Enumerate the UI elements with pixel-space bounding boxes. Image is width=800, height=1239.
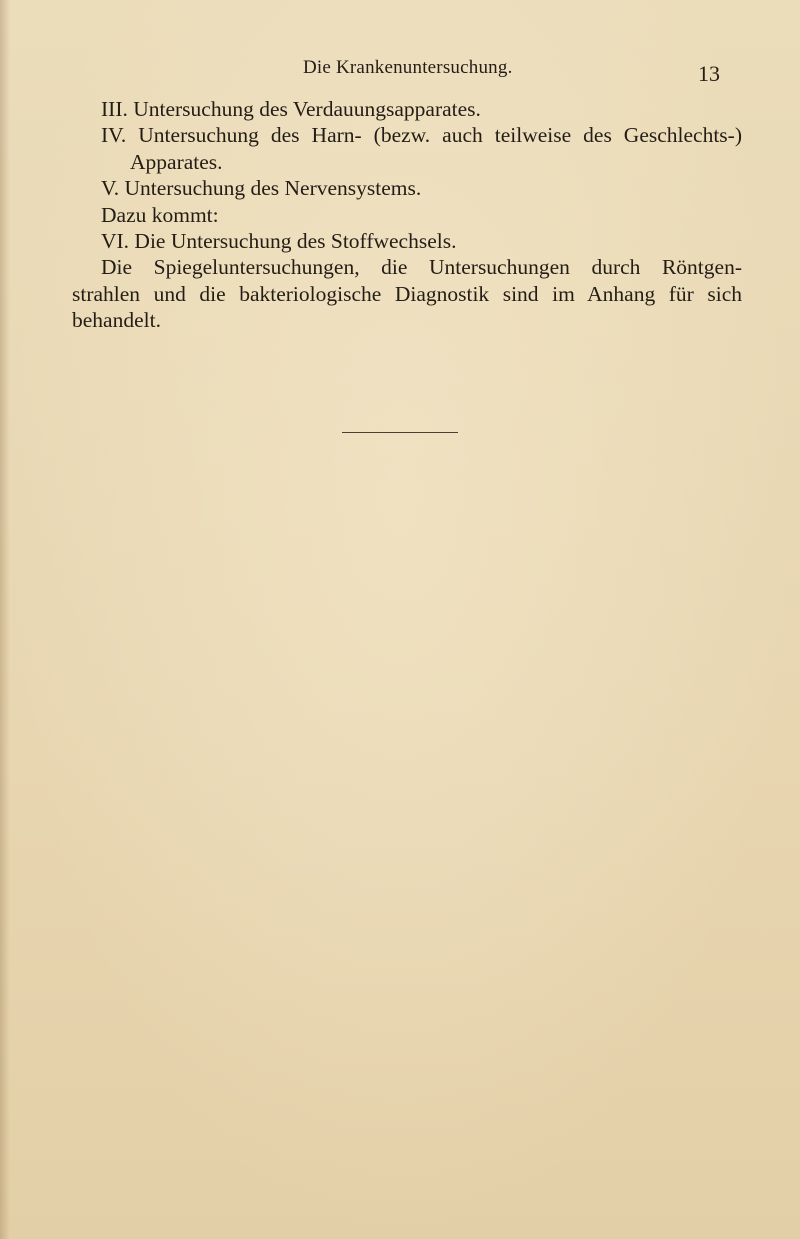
text-line: Dazu kommt: bbox=[101, 202, 219, 227]
list-item-iv: IV. Untersuchung des Harn- (bezw. auch teilweise des Geschlechts-) bbox=[101, 123, 742, 148]
running-title: Die Krankenuntersuchung. bbox=[303, 57, 513, 78]
paragraph-line: strahlen und die bakteriologische Diagnostik sind im Anhang für sich bbox=[72, 281, 742, 306]
body-text bbox=[72, 96, 742, 334]
page-binding-edge bbox=[0, 0, 10, 1239]
page-number: 13 bbox=[698, 61, 720, 86]
list-item-vi: VI. Die Untersuchung des Stoffwechsels. bbox=[101, 228, 457, 253]
running-head bbox=[0, 57, 800, 87]
section-divider bbox=[342, 432, 458, 433]
list-item-v: V. Untersuchung des Nervensystems. bbox=[101, 176, 422, 201]
list-item-iv-continuation: Apparates. bbox=[130, 149, 223, 174]
paragraph-line: Die Spiegeluntersuchungen, die Untersuchungen durch Röntgen- bbox=[101, 255, 742, 280]
paragraph-line: behandelt. bbox=[72, 308, 161, 333]
list-item-iii: III. Untersuchung des Verdauungsapparates. bbox=[101, 97, 481, 121]
